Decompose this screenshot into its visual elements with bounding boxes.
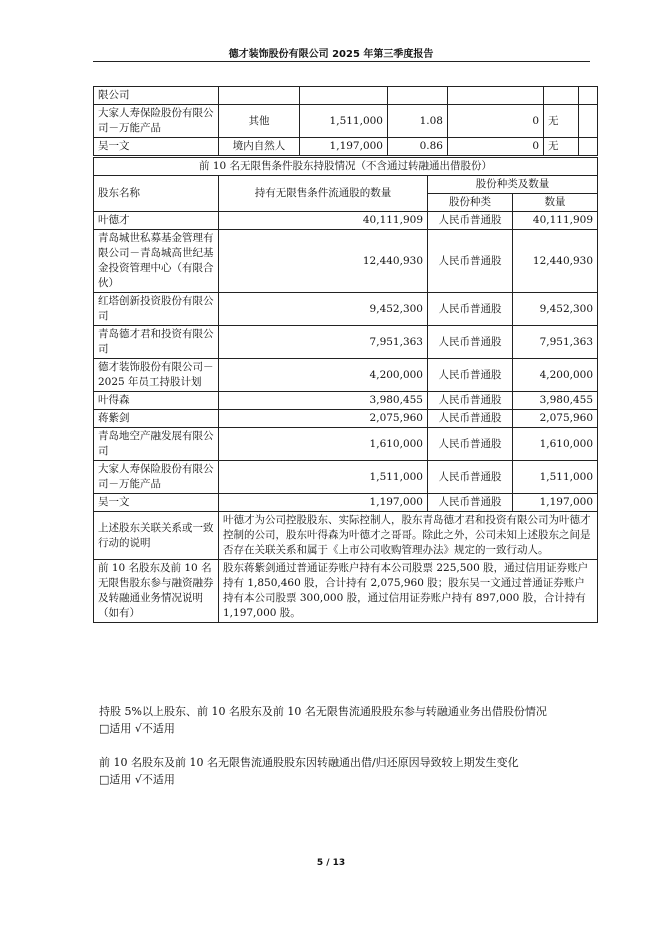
status-cell	[544, 87, 579, 105]
page-number: 5 / 13	[316, 858, 346, 868]
shares-cell: 1,511,000	[300, 105, 388, 138]
qty-cell: 3,980,455	[219, 392, 428, 410]
relation-text: 叶德才为公司控股股东、实际控制人，股东青岛德才君和投资有限公司为叶德才控制的公司，股东叶得森为叶德才之哥哥。除此之外，公司未知上述股东之间是否存在关联关系和属于《上市公司收购管理办法》规定的一致行动人。	[219, 512, 598, 560]
margin-label: 前 10 名股东及前 10 名无限售股东参与融资融券及转融通业务情况说明（如有）	[94, 560, 219, 623]
share-kind-cell: 人民币普通股	[428, 230, 513, 293]
qty-cell: 7,951,363	[219, 326, 428, 359]
shareholder-name-cell: 大家人寿保险股份有限公司－万能产品	[94, 461, 219, 494]
qty-cell: 4,200,000	[219, 359, 428, 392]
extra-cell	[579, 138, 598, 156]
note-lending-title: 持股 5%以上股东、前 10 名股东及前 10 名无限售流通股股东参与转融通业务出借股份情况	[99, 705, 547, 718]
column-header-kind: 股份种类	[428, 194, 513, 212]
table-row	[94, 212, 598, 230]
share-num-cell: 40,111,909	[513, 212, 598, 230]
shareholder-type-cell	[219, 87, 300, 105]
share-kind-cell: 人民币普通股	[428, 428, 513, 461]
shareholder-name-cell: 吴一文	[94, 138, 219, 156]
pledged-cell: 0	[448, 105, 544, 138]
status-cell: 无	[544, 138, 579, 156]
table-title: 前 10 名无限售条件股东持股情况（不含通过转融通出借股份）	[94, 158, 598, 176]
share-kind-cell: 人民币普通股	[428, 359, 513, 392]
shareholder-name-cell: 限公司	[94, 87, 219, 105]
table-row	[94, 293, 598, 326]
column-header-kind-group: 股份种类及数量	[428, 176, 598, 194]
shares-cell: 1,197,000	[300, 138, 388, 156]
shareholder-name-cell: 青岛地空产融发展有限公司	[94, 428, 219, 461]
page-header: 德才装饰股份有限公司 2025 年第三季度报告	[228, 49, 434, 60]
share-num-cell: 3,980,455	[513, 392, 598, 410]
column-header-name: 股东名称	[94, 176, 219, 212]
table-row	[94, 461, 598, 494]
pledged-cell: 0	[448, 138, 544, 156]
status-cell: 无	[544, 105, 579, 138]
shareholder-name-cell: 青岛城世私募基金管理有限公司－青岛城高世纪基金投资管理中心（有限合伙）	[94, 230, 219, 293]
share-kind-cell: 人民币普通股	[428, 410, 513, 428]
table-row	[94, 138, 598, 156]
share-num-cell: 1,197,000	[513, 494, 598, 512]
qty-cell: 1,610,000	[219, 428, 428, 461]
table-row	[94, 428, 598, 461]
unrestricted-shareholder-table	[93, 157, 598, 623]
extra-cell	[579, 87, 598, 105]
share-kind-cell: 人民币普通股	[428, 293, 513, 326]
table-row	[94, 326, 598, 359]
qty-cell: 9,452,300	[219, 293, 428, 326]
percent-cell: 1.08	[388, 105, 448, 138]
share-kind-cell: 人民币普通股	[428, 461, 513, 494]
note-change-options: □适用 √不适用	[99, 773, 175, 786]
note-lending-options: □适用 √不适用	[99, 722, 175, 735]
share-num-cell: 9,452,300	[513, 293, 598, 326]
relation-label: 上述股东关联关系或一致行动的说明	[94, 512, 219, 560]
margin-text: 股东蒋紫剑通过普通证券账户持有本公司股票 225,500 股，通过信用证券账户持有 1,850,460 股，合计持有 2,075,960 股；股东吴一文通过普通证券账户持有本公司股票 300,000 股，通过信用证券账户持有 897,000 股，合计持有 1,197,000 股。	[219, 560, 598, 623]
shareholder-name-cell: 红塔创新投资股份有限公司	[94, 293, 219, 326]
shareholder-name-cell: 德才装饰股份有限公司－2025 年员工持股计划	[94, 359, 219, 392]
share-num-cell: 1,511,000	[513, 461, 598, 494]
shareholder-name-cell: 叶得森	[94, 392, 219, 410]
extra-cell	[579, 105, 598, 138]
share-num-cell: 1,610,000	[513, 428, 598, 461]
shareholder-type-cell: 境内自然人	[219, 138, 300, 156]
shareholder-name-cell: 吴一文	[94, 494, 219, 512]
share-num-cell: 4,200,000	[513, 359, 598, 392]
qty-cell: 40,111,909	[219, 212, 428, 230]
shareholder-name-cell: 蒋紫剑	[94, 410, 219, 428]
table-row	[94, 494, 598, 512]
qty-cell: 2,075,960	[219, 410, 428, 428]
percent-cell	[388, 87, 448, 105]
table-row	[94, 105, 598, 138]
share-num-cell: 7,951,363	[513, 326, 598, 359]
table-row	[94, 410, 598, 428]
column-header-num: 数量	[513, 194, 598, 212]
note-change-title: 前 10 名股东及前 10 名无限售流通股股东因转融通出借/归还原因导致较上期发生变化	[99, 756, 519, 769]
table-row	[94, 392, 598, 410]
header-divider	[93, 61, 590, 62]
share-kind-cell: 人民币普通股	[428, 392, 513, 410]
table-row	[94, 87, 598, 105]
qty-cell: 1,197,000	[219, 494, 428, 512]
column-header-qty: 持有无限售条件流通股的数量	[219, 176, 428, 212]
shareholder-name-cell: 大家人寿保险股份有限公司－万能产品	[94, 105, 219, 138]
qty-cell: 1,511,000	[219, 461, 428, 494]
share-kind-cell: 人民币普通股	[428, 326, 513, 359]
shares-cell	[300, 87, 388, 105]
table-row	[94, 359, 598, 392]
table-row	[94, 230, 598, 293]
shareholder-rows	[94, 212, 598, 512]
pledged-cell	[448, 87, 544, 105]
qty-cell: 12,440,930	[219, 230, 428, 293]
shareholder-name-cell: 青岛德才君和投资有限公司	[94, 326, 219, 359]
share-kind-cell: 人民币普通股	[428, 212, 513, 230]
share-num-cell: 2,075,960	[513, 410, 598, 428]
share-kind-cell: 人民币普通股	[428, 494, 513, 512]
top-shareholder-table	[93, 86, 598, 156]
share-num-cell: 12,440,930	[513, 230, 598, 293]
shareholder-type-cell: 其他	[219, 105, 300, 138]
percent-cell: 0.86	[388, 138, 448, 156]
shareholder-name-cell: 叶德才	[94, 212, 219, 230]
